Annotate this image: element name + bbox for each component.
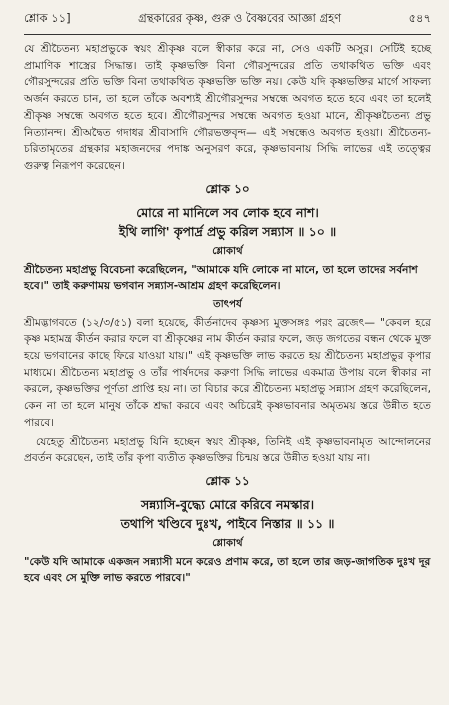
verse-10-translation-label: শ্লোকার্থ	[212, 245, 243, 257]
verse-11-translation: "কেউ যদি আমাকে একজন সন্ন্যাসী মনে করেও প্রণাম করে, তা হলে তার জড়-জাগতিক দুঃখ দূর হবে এবং সে মুক্তি লাভ করতে পারবে।"	[24, 555, 431, 584]
verse-10-purport-2: যেহেতু শ্রীচৈতন্য মহাপ্রভু যিনি হচ্ছেন স্বয়ং শ্রীকৃষ্ণ, তিনিই এই কৃষ্ণভাবনামৃত আন্দোলনের প্রবর্তন করেছেন, তাই তাঁর কৃপা ব্যতীত কৃষ্ণভক্তির চিন্ময় স্তরে উন্নীত হওয়া যায় না।	[24, 435, 431, 465]
header-verse-ref: শ্লোক ১১]	[24, 11, 71, 25]
verse-10-purport-label: তাৎপর্য	[213, 298, 242, 310]
verse-10-line-2: ইথি লাগি' কৃপার্দ্র প্রভু করিল সন্ন্যাস ॥ ১০ ॥	[118, 223, 337, 239]
header-rule	[24, 34, 431, 35]
verse-11-line-1: সন্ন্যাসি-বুদ্ধ্যে মোরে করিবে নমস্কার।	[140, 496, 315, 512]
verse-11-title: শ্লোক ১১	[205, 473, 250, 488]
intro-paragraph: যে শ্রীচৈতন্য মহাপ্রভুকে স্বয়ং শ্রীকৃষ্ণ বলে স্বীকার করে না, সেও একটি অসুর। সেটিই হচ্ছে প্রামাণিক শাস্ত্রের সিদ্ধান্ত। তাই কৃষ্ণভক্তি বিনা গৌরসুন্দরের প্রতি তথাকথিত ভক্তি এবং গৌরসুন্দরের প্রতি ভক্তি বিনা তথাকথিত কৃষ্ণভক্তি ভক্তি নয়। কেউ যদি কৃষ্ণভক্তির মার্গে সাফল্য অর্জন করতে চান, তা হলে তাঁকে অবশ্যই শ্রীগৌরসুন্দর সম্বন্ধে অবগত হতে হবে এবং তা হলেই শ্রীকৃষ্ণ সম্বন্ধে অবগত হতে হবে। শ্রীগৌরসুন্দর সম্বন্ধে অবগত হওয়া মানে, শ্রীকৃষ্ণচৈতন্য প্রভু নিত্যানন্দ। শ্রীঅদ্বৈত গদাধর শ্রীবাসাদি গৌরভক্তবৃন্দ— এই সম্বন্ধেও অবগত হওয়া। শ্রীচৈতন্য-চরিতামৃতের গ্রন্থকার মহাজনদের পদাঙ্ক অনুসরণ করে, কৃষ্ণভাবনায় সিদ্ধি লাভের এই তত্ত্বের গুরুত্ব নিরূপণ করেছেন।	[24, 43, 431, 172]
verse-10-title: শ্লোক ১০	[205, 181, 250, 196]
header-chapter-title: গ্রন্থকারের কৃষ্ণ, গুরু ও বৈষ্ণবের আজ্ঞা গ্রহণ	[138, 11, 342, 25]
verse-10-purport-1: শ্রীমদ্ভাগবতে (১২/৩/৫১) বলা হয়েছে, কীর্তনাদেব কৃষ্ণস্য মুক্তসঙ্গঃ পরং ব্রজেৎ— "কেবল হরে কৃষ্ণ মহামন্ত্র কীর্তন করার ফলে বা শ্রীকৃষ্ণের নাম কীর্তন করার ফলে, জড় জগতের বন্ধন থেকে মুক্ত হয়ে ভগবানের কাছে ফিরে যাওয়া যায়।" এই কৃষ্ণভক্তি লাভ করতে হয় শ্রীচৈতন্য মহাপ্রভুর কৃপার মাধ্যমে। শ্রীচৈতন্য মহাপ্রভু ও তাঁর পার্ষদদের করুণা সিদ্ধি লাভের একমাত্র উপায় বলে স্বীকার না করলে, কৃষ্ণভক্তির পূর্ণতা প্রাপ্তি হয় না। তা বিচার করে শ্রীচৈতন্য মহাপ্রভু সন্ন্যাস গ্রহণ করেছিলেন, কেন না তা হলে মানুষ তাঁকে শ্রদ্ধা করবে এবং অচিরেই কৃষ্ণভাবনার অমৃতময় স্তরে উন্নীত হতে পারবে।	[24, 316, 431, 429]
verse-10-translation: শ্রীচৈতন্য মহাপ্রভু বিবেচনা করেছিলেন, "আমাকে যদি লোকে না মানে, তা হলে তাদের সর্বনাশ হবে।" তাই করুণাময় ভগবান সন্ন্যাস-আশ্রম গ্রহণ করেছিলেন।	[24, 263, 418, 292]
verse-11-translation-label: শ্লোকার্থ	[212, 537, 243, 549]
verse-10-line-1: মোরে না মানিলে সব লোক হবে নাশ।	[136, 204, 319, 220]
verse-11-line-2: তথাপি খণ্ডিবে দুঃখ, পাইবে নিস্তার ॥ ১১ ॥	[120, 515, 335, 531]
page-number: ৫৪৭	[408, 11, 431, 25]
running-header	[24, 0, 431, 29]
